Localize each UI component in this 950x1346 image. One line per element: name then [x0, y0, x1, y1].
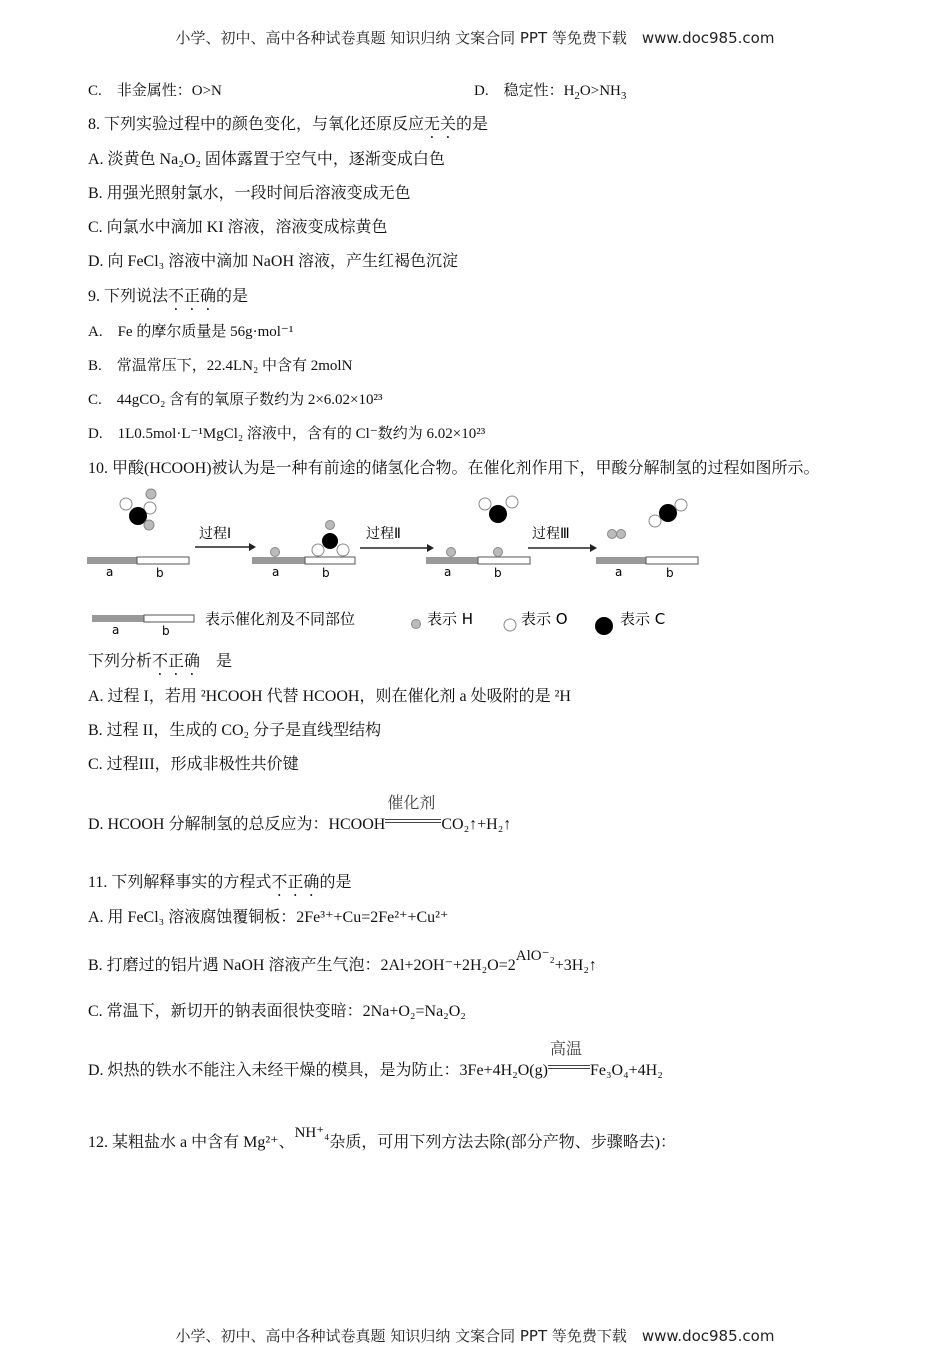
q10-stem: 10. 甲酸(HCOOH)被认为是一种有前途的储氢化合物。在催化剂作用下，甲酸分解制氢的过程如图所示。 [88, 460, 820, 477]
atom-c [489, 505, 507, 523]
site-a-label: a [272, 565, 280, 579]
legend-h-icon [412, 620, 421, 629]
step2-label: 过程Ⅱ [366, 526, 401, 542]
step1-label: 过程Ⅰ [199, 526, 232, 542]
q10-option-c: C. 过程III，形成非极性共价键 [88, 756, 299, 773]
q10-option-d: D. HCOOH 分解制氢的总反应为：HCOOH 催化剂 CO₂↑+H₂↑ [88, 793, 512, 833]
site-b-label: b [322, 566, 330, 580]
arrow-head [249, 543, 256, 551]
atom-h [144, 520, 154, 530]
catalyst-site-b [137, 557, 189, 564]
atom-h [494, 548, 503, 557]
q11-option-c: C. 常温下，新切开的钠表面很快变暗：2Na+O₂=Na₂O₂ [88, 1003, 466, 1020]
page-footer: 小学、初中、高中各种试卷真题 知识归纳 文案合同 PPT 等免费下载 www.doc985.com [175, 1327, 775, 1345]
catalyst-site-b [646, 557, 698, 564]
q11-option-b: B. 打磨过的铝片遇 NaOH 溶液产生气泡：2Al+2OH⁻+2H₂O=2AlO⁻₂+3H₂↑ [88, 948, 597, 974]
legend-c-text: 表示 C [620, 610, 666, 628]
q8-option-b: B. 用强光照射氯水，一段时间后溶液变成无色 [88, 185, 411, 202]
site-b-label: b [666, 566, 674, 580]
catalyst-site-a [426, 557, 478, 564]
q8-stem: 8. 下列实验过程中的颜色变化，与氧化还原反应无关的是 [88, 116, 489, 133]
arrow-head [590, 544, 597, 552]
legend-catalyst-text: 表示催化剂及不同部位 [205, 610, 356, 628]
site-b-label: b [156, 566, 164, 580]
q9-stem: 9. 下列说法不正确的是 [88, 288, 249, 305]
legend-c-icon [595, 617, 613, 635]
catalyst-site-a [87, 557, 137, 564]
atom-h [271, 548, 280, 557]
q7-option-c: C. 非金属性：O>N [88, 83, 222, 99]
q8-option-d: D. 向 FeCl₃ 溶液中滴加 NaOH 溶液，产生红褐色沉淀 [88, 253, 459, 270]
step3-label: 过程Ⅲ [532, 526, 570, 542]
q9-option-b: B. 常温常压下，22.4LN₂ 中含有 2molN [88, 358, 353, 374]
atom-o [312, 544, 324, 556]
catalyst-site-b [478, 557, 530, 564]
arrow-head [427, 544, 434, 552]
atom-o [479, 498, 491, 510]
legend-site-b [144, 615, 194, 622]
catalyst-site-b [305, 557, 355, 564]
atom-h [617, 530, 626, 539]
site-b-label: b [494, 566, 502, 580]
atom-o [506, 496, 518, 508]
atom-c [659, 504, 677, 522]
atom-o [649, 515, 661, 527]
q8-option-a: A. 淡黄色 Na₂O₂ 固体露置于空气中，逐渐变成白色 [88, 151, 445, 168]
atom-h [146, 489, 156, 499]
legend-o-text: 表示 O [521, 610, 568, 628]
q12-stem: 12. 某粗盐水 a 中含有 Mg²⁺、NH⁺₄杂质，可用下列方法去除(部分产物、步骤略去)： [88, 1125, 677, 1151]
page-header: 小学、初中、高中各种试卷真题 知识归纳 文案合同 PPT 等免费下载 www.doc985.com [175, 29, 775, 47]
legend-h-text: 表示 H [427, 610, 474, 628]
q10-option-b: B. 过程 II，生成的 CO₂ 分子是直线型结构 [88, 722, 382, 739]
q10-process-diagram [84, 484, 704, 644]
q9-option-d: D. 1L0.5mol·L⁻¹MgCl₂ 溶液中，含有的 Cl⁻数约为 6.02×10²³ [88, 426, 486, 442]
site-a-label: a [444, 565, 452, 579]
atom-c [322, 533, 338, 549]
site-a-label: a [106, 565, 114, 579]
q7-option-d: D. 稳定性：$H_2O>NH_3$ [474, 83, 627, 102]
catalyst-site-a [596, 557, 646, 564]
q11-stem: 11. 下列解释事实的方程式不正确的是 [88, 874, 352, 891]
catalyst-site-a [252, 557, 305, 564]
atom-h [608, 530, 617, 539]
q10-analysis-stem: 下列分析不正确 是 [88, 653, 233, 670]
aluminate-ion: AlO⁻₂ [515, 948, 555, 964]
stage1-molecule [120, 489, 156, 530]
legend-site-a [92, 615, 144, 622]
q10-option-a: A. 过程 I，若用 ²HCOOH 代替 HCOOH，则在催化剂 a 处吸附的是 ²H [88, 688, 571, 705]
atom-o [120, 498, 132, 510]
site-a-label: a [615, 565, 623, 579]
atom-h [326, 521, 335, 530]
legend-o-icon [504, 619, 516, 631]
atom-o [337, 544, 349, 556]
atom-o [675, 499, 687, 511]
q8-option-c: C. 向氯水中滴加 KI 溶液，溶液变成棕黄色 [88, 219, 388, 236]
q11-option-a: A. 用 FeCl₃ 溶液腐蚀覆铜板：2Fe³⁺+Cu=2Fe²⁺+Cu²⁺ [88, 909, 449, 926]
ammonium-ion: NH⁺₄ [294, 1125, 330, 1141]
legend-site-b-label: b [162, 624, 170, 638]
q11-option-d: D. 炽热的铁水不能注入未经干燥的模具，是为防止：3Fe+4H₂O(g) 高温 Fe₃O₄+4H₂ [88, 1039, 663, 1079]
q9-option-c: C. 44gCO₂ 含有的氧原子数约为 2×6.02×10²³ [88, 392, 383, 408]
reaction-condition: 催化剂 [385, 815, 441, 835]
atom-h [447, 548, 456, 557]
q9-option-a: A. Fe 的摩尔质量是 56g·mol⁻¹ [88, 324, 294, 340]
reaction-condition: 高温 [548, 1061, 590, 1081]
legend-site-a-label: a [112, 623, 120, 637]
